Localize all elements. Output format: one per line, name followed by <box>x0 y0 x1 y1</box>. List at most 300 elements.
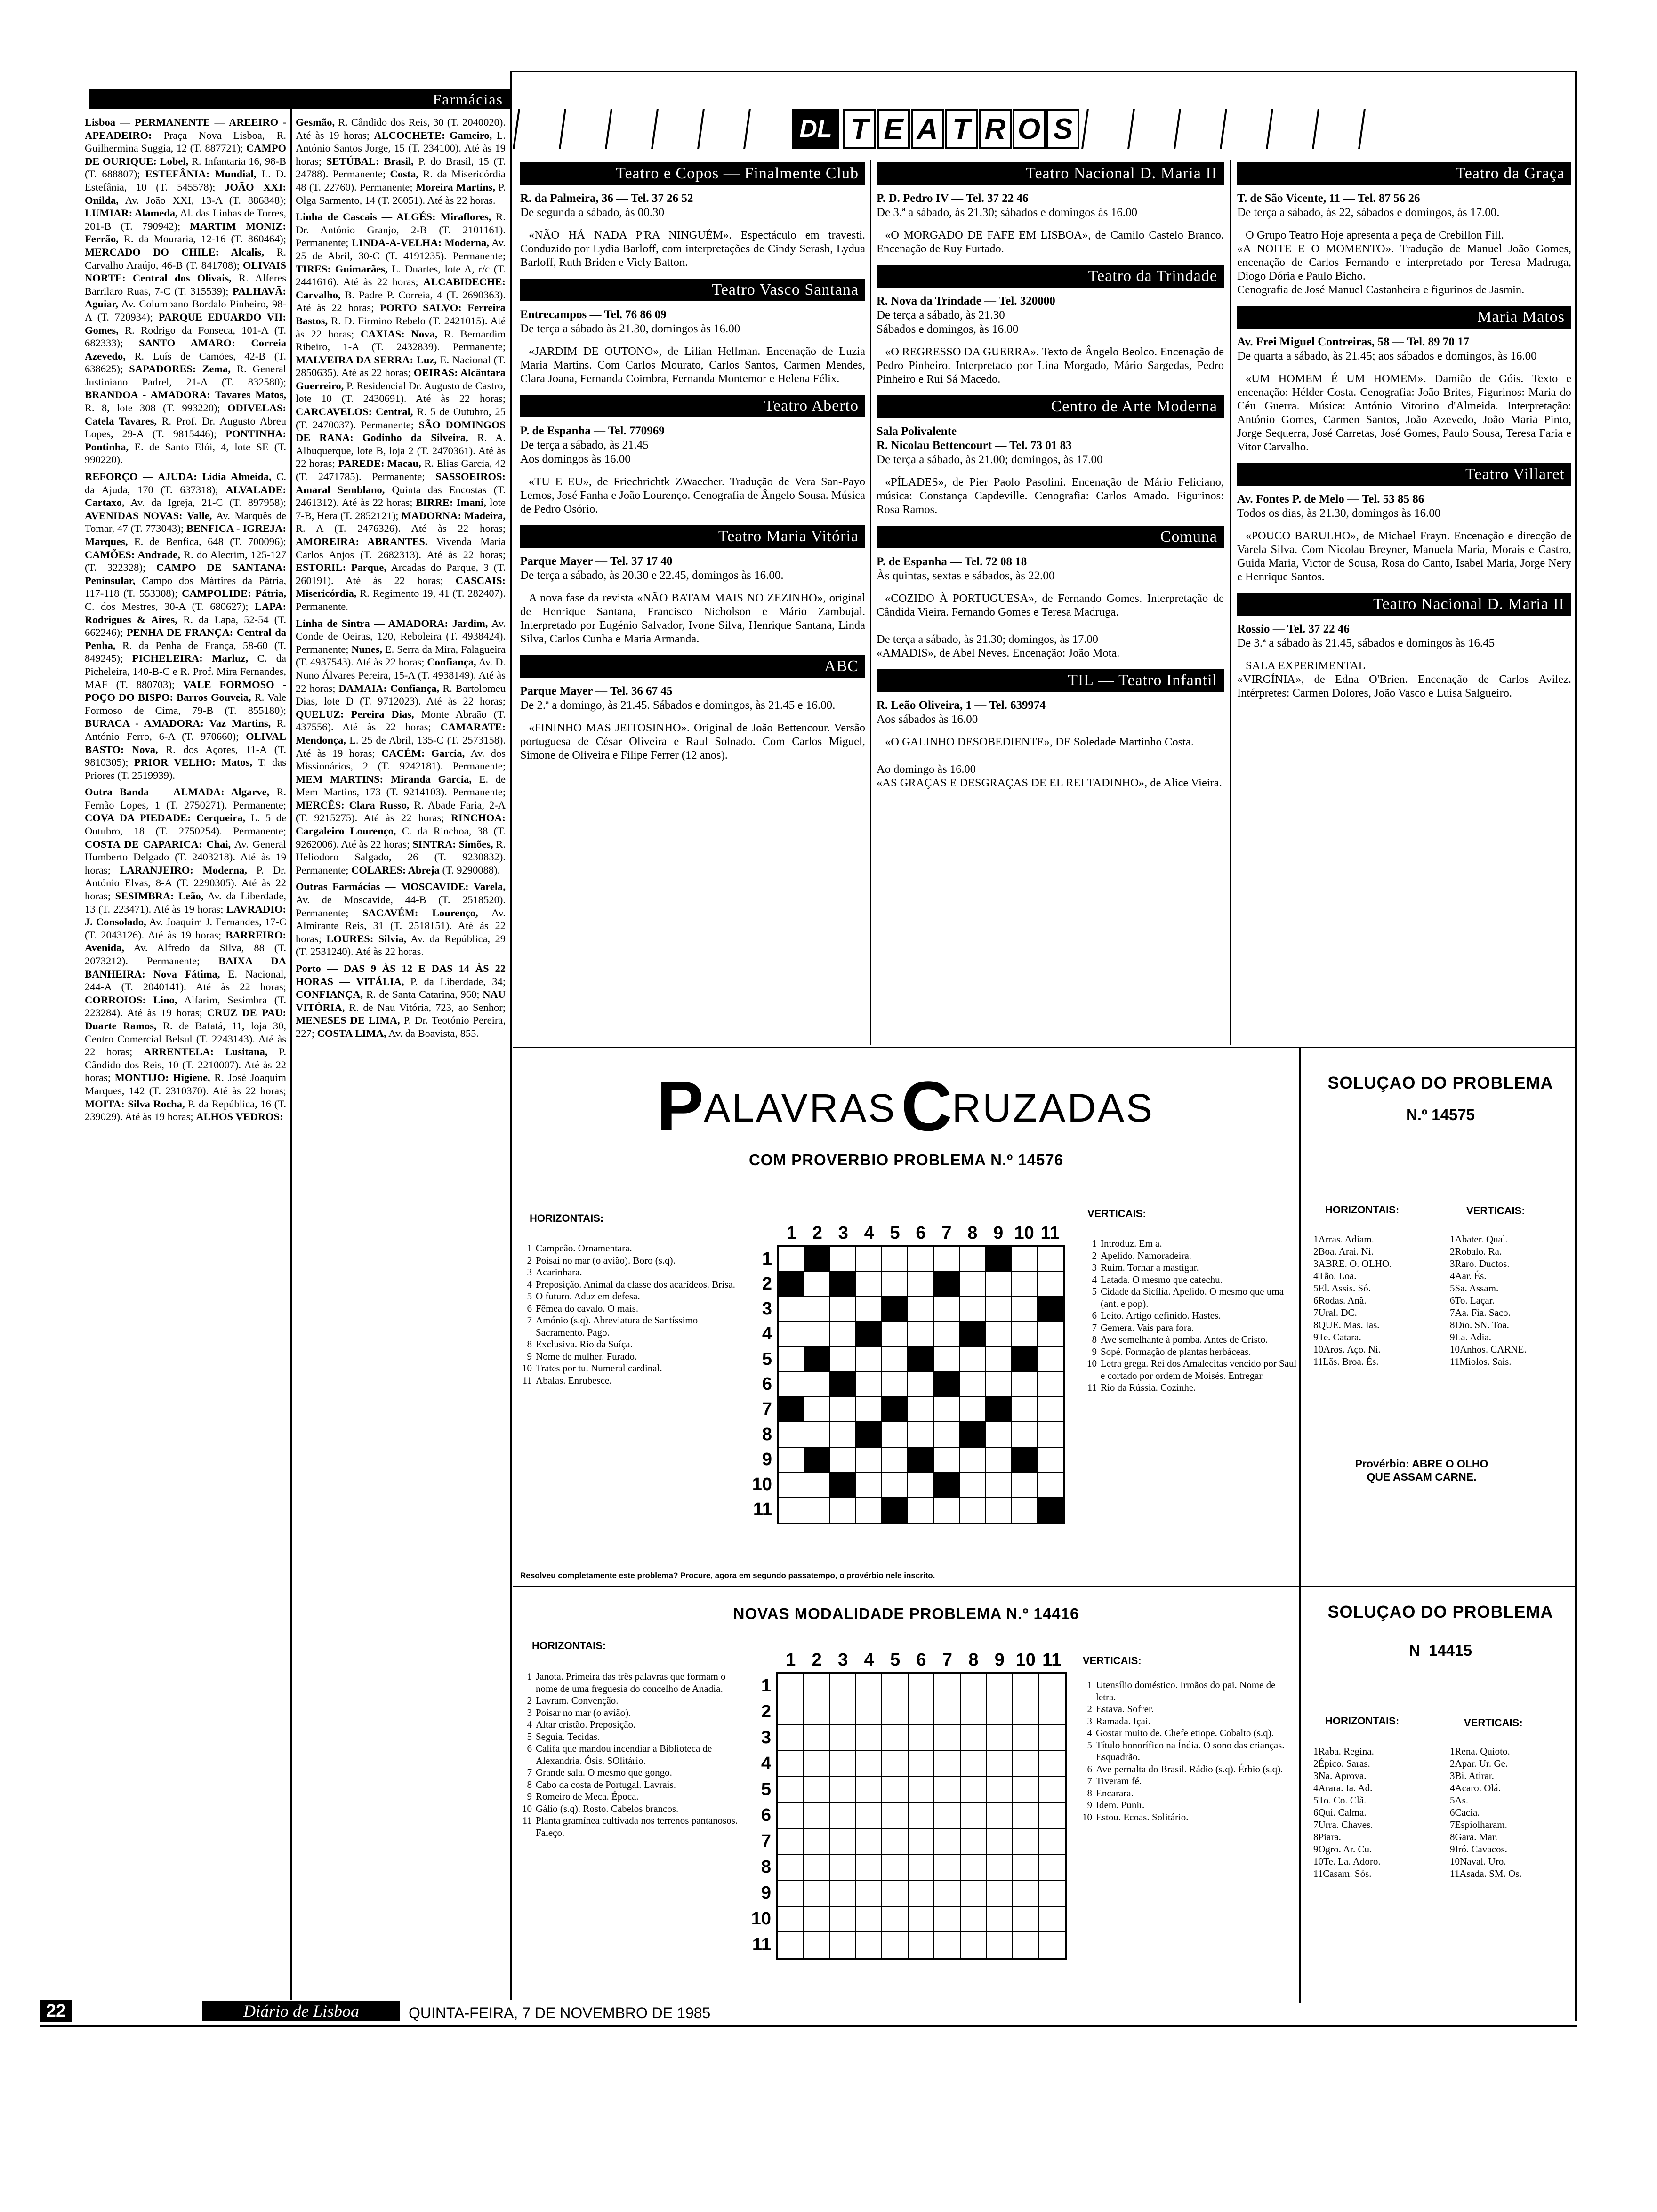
grid-cell[interactable] <box>908 1699 934 1725</box>
grid-cell[interactable] <box>779 1322 804 1347</box>
grid-cell[interactable] <box>1039 1674 1065 1699</box>
grid-cell[interactable] <box>778 1751 804 1777</box>
grid-cell[interactable] <box>779 1372 804 1397</box>
grid-cell[interactable] <box>959 1447 985 1473</box>
grid-cell[interactable] <box>987 1674 1013 1699</box>
grid-cell[interactable] <box>985 1422 1011 1448</box>
grid-cell[interactable] <box>960 1674 987 1699</box>
grid-cell[interactable] <box>830 1422 856 1448</box>
clue-number: 4 <box>1313 1782 1319 1794</box>
grid-cell[interactable] <box>1013 1906 1039 1932</box>
clue-text: Ramada. Içai. <box>1096 1715 1151 1727</box>
grid-cell[interactable] <box>882 1322 908 1347</box>
grid-cell[interactable] <box>830 1699 856 1725</box>
grid-cell[interactable] <box>960 1725 987 1751</box>
grid-cell[interactable] <box>830 1247 856 1272</box>
grid-cell[interactable] <box>934 1803 961 1829</box>
grid-cell[interactable] <box>778 1932 804 1958</box>
clue-number: 2 <box>1313 1758 1319 1769</box>
grid-cell[interactable] <box>933 1447 959 1473</box>
column-number: 1 <box>786 1650 796 1670</box>
grid-cell[interactable] <box>1013 1725 1039 1751</box>
grid-cell[interactable] <box>960 1699 987 1725</box>
clue-text: Ave semelhante à pomba. Antes de Cristo. <box>1101 1334 1268 1345</box>
grid-cell[interactable] <box>908 1803 934 1829</box>
grid-cell[interactable] <box>830 1447 856 1473</box>
clue-item <box>1083 1358 1297 1382</box>
clue-number: 8 <box>1087 1787 1092 1799</box>
grid-cell[interactable] <box>934 1880 961 1906</box>
clue-item <box>1450 1745 1572 1757</box>
grid-cell[interactable] <box>856 1699 882 1725</box>
grid-cell[interactable] <box>960 1880 987 1906</box>
grid-cell[interactable] <box>987 1803 1013 1829</box>
grid-cell[interactable] <box>882 1803 909 1829</box>
crossword-grid-2[interactable] <box>776 1672 1067 1960</box>
grid-cell[interactable] <box>804 1674 830 1699</box>
clue-text: Gálio (s.q). Rosto. Cabelos brancos. <box>536 1803 679 1814</box>
grid-cell[interactable] <box>882 1447 908 1473</box>
grid-cell[interactable] <box>856 1674 882 1699</box>
grid-cell[interactable] <box>779 1347 804 1372</box>
clue-text: Dio. SN. Toa. <box>1455 1319 1509 1330</box>
grid-cell[interactable] <box>856 1932 882 1958</box>
clue-text: Tão. Loa. <box>1318 1270 1357 1282</box>
theatre-listing <box>877 395 1224 516</box>
grid-cell[interactable] <box>804 1803 830 1829</box>
clue-text: Romeiro de Meca. Época. <box>536 1791 639 1802</box>
grid-cell[interactable] <box>1037 1247 1063 1272</box>
grid-cell[interactable] <box>985 1272 1011 1297</box>
grid-cell[interactable] <box>856 1828 882 1854</box>
grid-cell[interactable] <box>856 1372 882 1397</box>
grid-cell[interactable] <box>804 1751 830 1777</box>
clue-text: Poisai no mar (o avião). Boro (s.q). <box>536 1254 676 1266</box>
grid-cell[interactable] <box>960 1803 987 1829</box>
grid-cell[interactable] <box>1013 1803 1039 1829</box>
grid-cell[interactable] <box>1011 1372 1037 1397</box>
grid-cell[interactable] <box>1037 1422 1063 1448</box>
theatre-listing <box>520 162 865 269</box>
grid-cell[interactable] <box>934 1854 961 1880</box>
clue-item <box>518 1743 744 1767</box>
grid-cell[interactable] <box>882 1828 909 1854</box>
grid-cell[interactable] <box>959 1297 985 1322</box>
theatre-name: Teatro Nacional D. Maria II <box>877 162 1224 185</box>
grid-cell[interactable] <box>959 1472 985 1498</box>
column-number: 11 <box>1042 1650 1062 1670</box>
theatre-name: Centro de Arte Moderna <box>877 395 1224 418</box>
grid-cell[interactable] <box>882 1854 909 1880</box>
grid-cell[interactable] <box>960 1777 987 1803</box>
grid-block <box>830 1272 856 1297</box>
grid-cell[interactable] <box>987 1880 1013 1906</box>
grid-cell[interactable] <box>908 1397 934 1423</box>
grid-cell[interactable] <box>960 1854 987 1880</box>
grid-cell[interactable] <box>882 1932 909 1958</box>
theatre-listing <box>1237 463 1571 584</box>
grid-cell[interactable] <box>778 1880 804 1906</box>
grid-cell[interactable] <box>908 1777 934 1803</box>
clue-text: Te. Catara. <box>1318 1331 1361 1343</box>
grid-cell[interactable] <box>959 1397 985 1423</box>
grid-cell[interactable] <box>1037 1347 1063 1372</box>
grid-cell[interactable] <box>1011 1272 1037 1297</box>
grid-cell[interactable] <box>1039 1854 1065 1880</box>
grid-cell[interactable] <box>882 1247 908 1272</box>
grid-cell[interactable] <box>1039 1932 1065 1958</box>
grid-cell[interactable] <box>804 1297 830 1322</box>
grid-cell[interactable] <box>830 1297 856 1322</box>
grid-cell[interactable] <box>960 1932 987 1958</box>
grid-cell[interactable] <box>933 1322 959 1347</box>
clue-text: Janota. Primeira das três palavras que formam o nome de uma freguesia do concelho de Anadia. <box>536 1671 726 1694</box>
clue-number: 8 <box>1313 1831 1319 1843</box>
grid-cell[interactable] <box>960 1828 987 1854</box>
grid-cell[interactable] <box>987 1751 1013 1777</box>
grid-cell[interactable] <box>856 1854 882 1880</box>
clue-number: 1 <box>527 1671 532 1682</box>
grid-cell[interactable] <box>778 1906 804 1932</box>
grid-cell[interactable] <box>934 1725 961 1751</box>
grid-cell[interactable] <box>934 1906 961 1932</box>
banner-stripe <box>559 109 608 149</box>
grid-cell[interactable] <box>987 1828 1013 1854</box>
grid-cell[interactable] <box>856 1751 882 1777</box>
grid-cell[interactable] <box>830 1674 856 1699</box>
grid-cell[interactable] <box>908 1854 934 1880</box>
clue-item <box>1450 1245 1572 1258</box>
grid-block <box>779 1397 804 1423</box>
clue-item <box>1450 1806 1572 1819</box>
theatre-name: Teatro e Copos — Finalmente Club <box>520 162 865 185</box>
grid-cell[interactable] <box>830 1322 856 1347</box>
grid-cell[interactable] <box>908 1880 934 1906</box>
theatre-description: «POUCO BARULHO», de Michael Frayn. Encenação e direcção de Varela Silva. Com Nicolau Breyner, Manuela Maria, Morais e Castro, Guida Maria, Victor de Sousa, Rosa do Canto, Isabel Maria, Jorge Nery e Henrique Santos. <box>1237 529 1571 583</box>
grid-cell[interactable] <box>987 1932 1013 1958</box>
clue-item <box>1450 1855 1572 1867</box>
grid-cell[interactable] <box>1039 1699 1065 1725</box>
clue-text: Gara. Mar. <box>1455 1831 1497 1843</box>
grid-cell[interactable] <box>882 1699 909 1725</box>
grid-cell[interactable] <box>882 1725 909 1751</box>
solution-2-number: N 14415 <box>1409 1642 1472 1659</box>
grid-cell[interactable] <box>959 1372 985 1397</box>
grid-cell[interactable] <box>804 1472 830 1498</box>
grid-cell[interactable] <box>856 1272 882 1297</box>
grid-cell[interactable] <box>934 1828 961 1854</box>
clue-number: 1 <box>1313 1746 1319 1757</box>
grid-cell[interactable] <box>882 1751 909 1777</box>
crossword-grid-1[interactable] <box>777 1245 1065 1524</box>
grid-cell[interactable] <box>830 1347 856 1372</box>
clue-number: 3 <box>1087 1715 1092 1727</box>
grid-cell[interactable] <box>1013 1932 1039 1958</box>
bottom-rule <box>40 2025 1577 2027</box>
grid-cell[interactable] <box>934 1777 961 1803</box>
grid-cell[interactable] <box>1037 1272 1063 1297</box>
grid-cell[interactable] <box>908 1422 934 1448</box>
clue-number: 4 <box>1450 1782 1455 1794</box>
theatre-schedule: De terça a sábado, às 21.00; domingos, às 17.00 <box>877 453 1103 466</box>
grid-cell[interactable] <box>1037 1372 1063 1397</box>
grid-cell[interactable] <box>830 1932 856 1958</box>
problem-1-vert-label: VERTICAIS: <box>1087 1208 1146 1219</box>
grid-cell[interactable] <box>960 1906 987 1932</box>
grid-cell[interactable] <box>856 1906 882 1932</box>
theatre-address: Rossio — Tel. 37 22 46 <box>1237 623 1350 635</box>
column-number: 8 <box>967 1223 978 1243</box>
grid-cell[interactable] <box>856 1725 882 1751</box>
grid-cell[interactable] <box>882 1347 908 1372</box>
clue-number: 7 <box>1087 1775 1092 1787</box>
grid-cell[interactable] <box>882 1674 909 1699</box>
grid-cell[interactable] <box>933 1397 959 1423</box>
clue-number: 5 <box>527 1731 532 1742</box>
grid-cell[interactable] <box>856 1297 882 1322</box>
grid-cell[interactable] <box>908 1472 934 1498</box>
grid-cell[interactable] <box>1039 1725 1065 1751</box>
clue-item <box>1313 1245 1455 1258</box>
grid-cell[interactable] <box>1013 1854 1039 1880</box>
grid-cell[interactable] <box>830 1498 856 1523</box>
clue-item <box>1450 1258 1572 1270</box>
theatre-address: R. da Palmeira, 36 — Tel. 37 26 52 <box>520 192 693 205</box>
grid-cell[interactable] <box>1037 1322 1063 1347</box>
grid-cell[interactable] <box>830 1880 856 1906</box>
clue-item <box>1450 1233 1572 1245</box>
grid-cell[interactable] <box>933 1347 959 1372</box>
grid-cell[interactable] <box>856 1247 882 1272</box>
grid-cell[interactable] <box>778 1854 804 1880</box>
row-number: 4 <box>761 1754 771 1774</box>
grid-cell[interactable] <box>778 1674 804 1699</box>
grid-cell[interactable] <box>959 1347 985 1372</box>
grid-cell[interactable] <box>985 1297 1011 1322</box>
grid-cell[interactable] <box>779 1447 804 1473</box>
grid-cell[interactable] <box>1011 1498 1037 1523</box>
grid-cell[interactable] <box>1013 1674 1039 1699</box>
grid-cell[interactable] <box>908 1674 934 1699</box>
grid-cell[interactable] <box>804 1880 830 1906</box>
clue-number: 5 <box>1092 1286 1097 1297</box>
clue-text: Estava. Sofrer. <box>1096 1703 1154 1715</box>
grid-cell[interactable] <box>1011 1322 1037 1347</box>
clue-number: 10 <box>1450 1856 1460 1867</box>
grid-cell[interactable] <box>1011 1397 1037 1423</box>
grid-cell[interactable] <box>987 1699 1013 1725</box>
theatre-schedule: Sábados e domingos, às 16.00 <box>877 323 1019 336</box>
grid-cell[interactable] <box>933 1247 959 1272</box>
grid-cell[interactable] <box>804 1906 830 1932</box>
grid-cell[interactable] <box>908 1372 934 1397</box>
grid-cell[interactable] <box>779 1472 804 1498</box>
grid-cell[interactable] <box>985 1322 1011 1347</box>
grid-cell[interactable] <box>804 1699 830 1725</box>
grid-cell[interactable] <box>856 1347 882 1372</box>
grid-cell[interactable] <box>985 1372 1011 1397</box>
grid-cell[interactable] <box>908 1322 934 1347</box>
grid-cell[interactable] <box>804 1498 830 1523</box>
clue-number: 5 <box>1450 1795 1455 1806</box>
grid-cell[interactable] <box>778 1725 804 1751</box>
grid-cell[interactable] <box>985 1347 1011 1372</box>
grid-cell[interactable] <box>1013 1828 1039 1854</box>
grid-cell[interactable] <box>908 1498 934 1523</box>
grid-cell[interactable] <box>934 1674 961 1699</box>
grid-cell[interactable] <box>778 1777 804 1803</box>
grid-cell[interactable] <box>778 1699 804 1725</box>
grid-cell[interactable] <box>1011 1297 1037 1322</box>
grid-cell[interactable] <box>934 1932 961 1958</box>
grid-cell[interactable] <box>934 1699 961 1725</box>
clue-number: 2 <box>1092 1250 1097 1261</box>
grid-cell[interactable] <box>987 1854 1013 1880</box>
grid-cell[interactable] <box>959 1272 985 1297</box>
grid-cell[interactable] <box>830 1828 856 1854</box>
grid-cell[interactable] <box>1039 1777 1065 1803</box>
banner-letter: T <box>843 109 876 149</box>
clue-text: Arara. Ia. Ad. <box>1318 1782 1373 1794</box>
grid-cell[interactable] <box>908 1751 934 1777</box>
grid-cell[interactable] <box>830 1397 856 1423</box>
grid-cell[interactable] <box>933 1422 959 1448</box>
grid-block <box>804 1347 830 1372</box>
grid-cell[interactable] <box>778 1828 804 1854</box>
grid-cell[interactable] <box>934 1751 961 1777</box>
grid-cell[interactable] <box>908 1906 934 1932</box>
grid-cell[interactable] <box>830 1777 856 1803</box>
grid-cell[interactable] <box>804 1322 830 1347</box>
grid-cell[interactable] <box>856 1397 882 1423</box>
clue-item <box>1450 1270 1572 1282</box>
grid-cell[interactable] <box>804 1725 830 1751</box>
teatros-column-1 <box>520 162 865 771</box>
grid-cell[interactable] <box>804 1422 830 1448</box>
teatros-column-2 <box>877 162 1224 799</box>
grid-cell[interactable] <box>856 1472 882 1498</box>
grid-cell[interactable] <box>830 1725 856 1751</box>
grid-cell[interactable] <box>882 1272 908 1297</box>
grid-cell[interactable] <box>830 1854 856 1880</box>
clue-text: Ruim. Tornar a mastigar. <box>1101 1262 1199 1273</box>
grid-cell[interactable] <box>1011 1247 1037 1272</box>
grid-cell[interactable] <box>987 1906 1013 1932</box>
grid-cell[interactable] <box>804 1372 830 1397</box>
grid-cell[interactable] <box>804 1777 830 1803</box>
grid-cell[interactable] <box>882 1777 909 1803</box>
grid-cell[interactable] <box>882 1372 908 1397</box>
clue-text: Épico. Saras. <box>1318 1758 1370 1769</box>
grid-cell[interactable] <box>1037 1472 1063 1498</box>
grid-cell[interactable] <box>856 1803 882 1829</box>
grid-cell[interactable] <box>830 1803 856 1829</box>
grid-cell[interactable] <box>779 1247 804 1272</box>
grid-block <box>933 1272 959 1297</box>
grid-cell[interactable] <box>804 1397 830 1423</box>
grid-cell[interactable] <box>933 1498 959 1523</box>
clue-item <box>1450 1355 1572 1368</box>
clue-text: Te. La. Adoro. <box>1323 1856 1381 1867</box>
grid-cell[interactable] <box>830 1751 856 1777</box>
grid-cell[interactable] <box>856 1777 882 1803</box>
grid-cell[interactable] <box>882 1906 909 1932</box>
clue-number: 10 <box>1087 1358 1097 1369</box>
grid-cell[interactable] <box>804 1854 830 1880</box>
grid-cell[interactable] <box>908 1272 934 1297</box>
grid-cell[interactable] <box>779 1297 804 1322</box>
clue-number: 3 <box>1450 1258 1455 1269</box>
grid-cell[interactable] <box>908 1725 934 1751</box>
grid-cell[interactable] <box>1039 1906 1065 1932</box>
grid-cell[interactable] <box>1037 1397 1063 1423</box>
banner-letter: A <box>911 109 944 149</box>
solution-1-horizontal <box>1313 1233 1455 1368</box>
grid-cell[interactable] <box>959 1247 985 1272</box>
grid-cell[interactable] <box>985 1498 1011 1523</box>
grid-cell[interactable] <box>908 1828 934 1854</box>
grid-cell[interactable] <box>856 1447 882 1473</box>
clue-text: Exclusiva. Rio da Suíça. <box>536 1338 633 1350</box>
grid-cell[interactable] <box>987 1725 1013 1751</box>
grid-cell[interactable] <box>1013 1777 1039 1803</box>
grid-cell[interactable] <box>1039 1828 1065 1854</box>
grid-cell[interactable] <box>804 1828 830 1854</box>
grid-cell[interactable] <box>985 1472 1011 1498</box>
clue-text: Encarara. <box>1096 1787 1134 1799</box>
grid-cell[interactable] <box>882 1422 908 1448</box>
grid-cell[interactable] <box>960 1751 987 1777</box>
grid-cell[interactable] <box>933 1297 959 1322</box>
grid-cell[interactable] <box>779 1498 804 1523</box>
grid-cell[interactable] <box>1013 1751 1039 1777</box>
grid-cell[interactable] <box>987 1777 1013 1803</box>
grid-cell[interactable] <box>830 1906 856 1932</box>
grid-cell[interactable] <box>804 1932 830 1958</box>
grid-cell[interactable] <box>959 1498 985 1523</box>
grid-cell[interactable] <box>779 1422 804 1448</box>
grid-cell[interactable] <box>908 1297 934 1322</box>
grid-cell[interactable] <box>882 1880 909 1906</box>
grid-cell[interactable] <box>1039 1803 1065 1829</box>
grid-cell[interactable] <box>1011 1422 1037 1448</box>
grid-block <box>1037 1498 1063 1523</box>
grid-cell[interactable] <box>908 1247 934 1272</box>
grid-cell[interactable] <box>985 1447 1011 1473</box>
clue-text: O futuro. Aduz em defesa. <box>536 1290 640 1302</box>
grid-cell[interactable] <box>882 1472 908 1498</box>
clue-text: Seguia. Tecidas. <box>536 1731 600 1742</box>
grid-cell[interactable] <box>778 1803 804 1829</box>
grid-block <box>985 1247 1011 1272</box>
clue-text: Campeão. Ornamentara. <box>536 1242 632 1254</box>
grid-cell[interactable] <box>908 1932 934 1958</box>
clue-text: Leito. Artigo definido. Hastes. <box>1101 1310 1221 1321</box>
grid-cell[interactable] <box>1039 1751 1065 1777</box>
grid-cell[interactable] <box>856 1880 882 1906</box>
grid-cell[interactable] <box>1037 1447 1063 1473</box>
clue-number: 8 <box>1450 1831 1455 1843</box>
grid-cell[interactable] <box>856 1498 882 1523</box>
clue-item <box>518 1351 739 1363</box>
grid-cell[interactable] <box>1013 1699 1039 1725</box>
farmacias-setubal: Gesmão, R. Cândido dos Reis, 30 (T. 2040020). Até às 19 horas; ALCOCHETE: Gameiro, L. António Santos Jorge, 15 (T. 234100). Até às 19 horas; SETÚBAL: Brasil, P. do Brasil, 15 (T. 24788). Permanente; Costa, R. da Misericórdia 48 (T. 22760). Permanente; Moreira Martins, P. Olga Sarmento, 14 (T. 26051). Até às 22 horas. <box>296 116 506 206</box>
grid-cell[interactable] <box>1013 1880 1039 1906</box>
grid-cell[interactable] <box>1039 1880 1065 1906</box>
grid-cell[interactable] <box>1011 1472 1037 1498</box>
clue-item <box>1450 1319 1572 1331</box>
grid-cell[interactable] <box>804 1272 830 1297</box>
